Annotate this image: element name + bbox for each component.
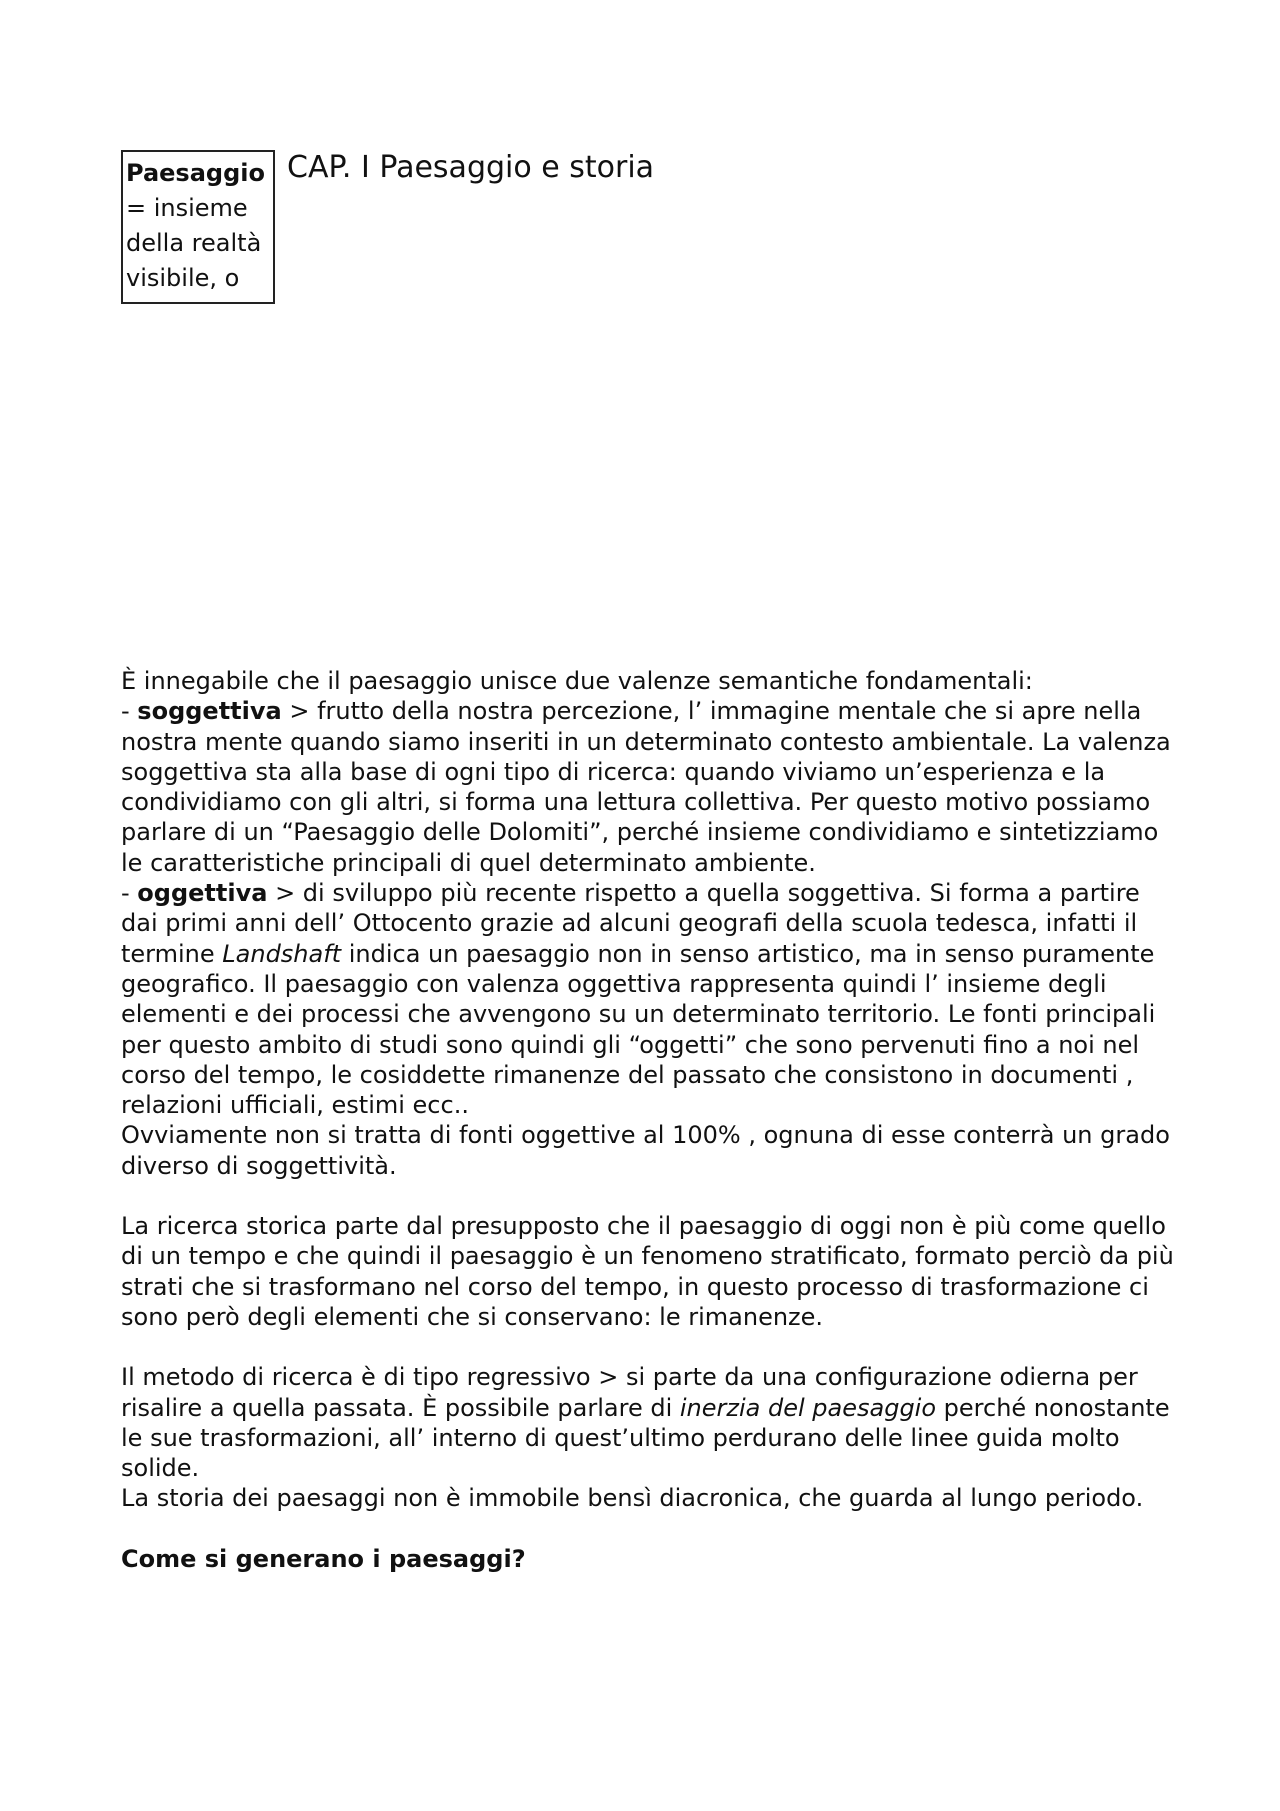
list-dash: - [121, 697, 138, 726]
metodo-text-1: Il metodo di ricerca è di tipo regressivo > si parte da una configurazione odierna per risalire a quella passata. È possibile parlare di [121, 1363, 1138, 1422]
paragraph-storia: La storia dei paesaggi non è immobile bensì diacronica, che guarda al lungo periodo. [121, 1484, 1144, 1513]
paragraph-metodo [121, 1362, 1181, 1483]
paragraph-ovviamente: Ovviamente non si tratta di fonti oggettive al 100% , ognuna di esse conterrà un grado diverso di soggettività. [121, 1121, 1170, 1180]
definition-text: = insieme della realtà visibile, o [126, 194, 262, 292]
term-inerzia: inerzia del paesaggio [679, 1393, 937, 1422]
chapter-title: CAP. I Paesaggio e storia [287, 150, 655, 185]
definition-box [121, 150, 275, 304]
soggettiva-text: > frutto della nostra percezione, l’ immagine mentale che si apre nella nostra mente quando siamo inseriti in un determinato contesto ambientale. La valenza soggettiva sta alla base di ogni tipo di ricerca: quando viviamo un’esperienza e la condividiamo con gli altri, si forma una lettura collettiva. Per questo motivo possiamo parlare di un “Paesaggio delle Dolomiti”, perché insieme condividiamo e sintetizziamo le caratteristiche principali di quel determinato ambiente. [121, 697, 1171, 877]
term-soggettiva: soggettiva [137, 697, 282, 726]
oggettiva-text-1: > di sviluppo più recente rispetto a quella soggettiva. Si forma a partire dai primi anni dell’ Ottocento grazie ad alcuni geografi della scuola tedesca, infatti il termine [121, 879, 1140, 968]
section-heading: Come si generano i paesaggi? [121, 1544, 526, 1573]
term-oggettiva: oggettiva [137, 879, 268, 908]
metodo-text-2: perché nonostante le sue trasformazioni, all’ interno di quest’ultimo perdurano delle linee guida molto solide. [121, 1393, 1170, 1483]
paragraph-ricerca: La ricerca storica parte dal presupposto che il paesaggio di oggi non è più come quello di un tempo e che quindi il paesaggio è un fenomeno stratificato, formato perciò da più strati che si trasformano nel corso del tempo, in questo processo di trasformazione ci sono però degli elementi che si conservano: le rimanenze. [121, 1212, 1174, 1331]
oggettiva-text-2: indica un paesaggio non in senso artistico, ma in senso puramente geografico. Il paesaggio con valenza oggettiva rappresenta quindi l’ insieme degli elementi e dei processi che avvengono su un determinato territorio. Le fonti principali per questo ambito di studi sono quindi gli “oggetti” che sono pervenuti fino a noi nel corso del tempo, le cosiddette rimanenze del passato che consistono in documenti , relazioni ufficiali, estimi ecc.. [121, 939, 1156, 1120]
paragraph-soggettiva [121, 696, 1181, 878]
term-landshaft: Landshaft [222, 939, 342, 968]
list-dash: - [121, 879, 138, 908]
paragraph-intro: È innegabile che il paesaggio unisce due valenze semantiche fondamentali: [121, 667, 1033, 695]
definition-term: Paesaggio [126, 159, 265, 187]
paragraph-oggettiva [121, 878, 1181, 1120]
document-body [121, 666, 1181, 1574]
